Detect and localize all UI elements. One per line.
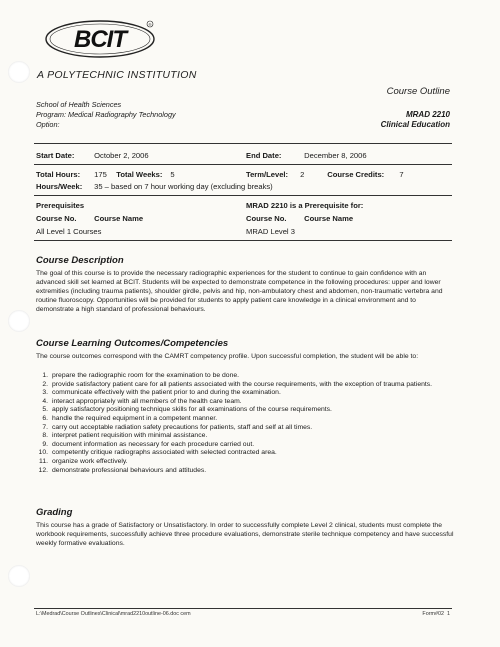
outcome-text: prepare the radiographic room for the examination to be done.: [52, 372, 240, 379]
course-title: Clinical Education: [380, 120, 450, 129]
outcome-text: provide satisfactory patient care for all patients associated with the course requirements, with the exception of trauma patients.: [52, 380, 433, 388]
outcome-number: 2.: [42, 380, 48, 388]
term-label: Term/Level:: [246, 170, 289, 179]
course-code-block: [381, 110, 450, 130]
outcome-number: 12.: [38, 466, 48, 474]
outcome-item: [36, 372, 454, 381]
term-value: 2: [300, 170, 305, 179]
total-hours-label: Total Hours:: [36, 170, 81, 179]
total-hours-row: [36, 170, 175, 179]
outcome-number: 3.: [42, 389, 48, 397]
divider: [34, 164, 452, 165]
grading-heading: Grading: [36, 507, 73, 518]
outcome-item: [36, 458, 454, 467]
prereq-for-course-name-label: Course Name: [304, 214, 354, 223]
punch-hole: [8, 310, 30, 332]
course-description-text: The goal of this course is to provide the necessary radiographic experiences for the student to continue to gain confidence with an advanced skill set learned at BCIT. Students will be expected to demonstrate competence in the following procedures: upper and lower extremities (including trauma patients), shoulder girdle, pelvis and hip, non-ambulatory chest and abdomen, non-traumatic vertebra and routine fluoroscopy. Opportunities will be provided for students to apply patient care knowledge in a clinical environment and to demonstrate a high standard of professional behaviours.: [36, 270, 443, 313]
divider: [34, 143, 452, 144]
grading-text: This course has a grade of Satisfactory or Unsatisfactory. In order to successfully complete Level 2 clinical, students must complete the workbook requirements, successfully achieve three procedure evaluations, demonstrate sterile technique competency and have successful weekly formative evaluations.: [36, 522, 454, 547]
outcome-number: 7.: [42, 423, 48, 431]
outcome-item: [36, 389, 454, 398]
prereq-course-name-label: Course Name: [94, 214, 144, 223]
outcome-number: 4.: [42, 397, 48, 405]
outcome-number: 8.: [42, 432, 48, 440]
prereq-title: Prerequisites: [36, 201, 85, 210]
end-date-value: December 8, 2006: [304, 151, 367, 160]
prereq-value: All Level 1 Courses: [36, 227, 102, 236]
term-row: [246, 170, 404, 179]
outcome-text: demonstrate professional behaviours and attitudes.: [52, 466, 207, 474]
start-date-value: October 2, 2006: [94, 151, 149, 160]
footer-page-number: 1: [447, 611, 450, 617]
outcome-number: 6.: [42, 414, 48, 422]
school-name: School of Health Sciences: [36, 100, 122, 109]
outcomes-list: [36, 372, 454, 475]
outcome-text: apply satisfactory positioning technique skills for all examinations of the course requirements.: [52, 406, 332, 414]
tagline: A POLYTECHNIC INSTITUTION: [37, 69, 197, 81]
prereq-course-no-label: Course No.: [36, 214, 77, 223]
outcome-item: [36, 424, 454, 433]
footer-divider: [34, 608, 452, 609]
hours-week-row: [36, 182, 273, 191]
outcomes-intro: The course outcomes correspond with the CAMRT competency profile. Upon successful completion, the student will be able to:: [36, 353, 419, 360]
program-name: Program: Medical Radiography Technology: [36, 110, 176, 119]
bcit-logo: [42, 14, 162, 64]
outcome-item: [36, 449, 454, 458]
prereq-for-title: MRAD 2210 is a Prerequisite for:: [246, 201, 364, 210]
credits-value: 7: [399, 170, 404, 179]
credits-label: Course Credits:: [327, 170, 385, 179]
punch-hole: [8, 61, 30, 83]
outcomes-heading: Course Learning Outcomes/Competencies: [36, 338, 229, 349]
svg-text:®: ®: [148, 22, 152, 27]
total-weeks-label: Total Weeks:: [116, 170, 163, 179]
footer-form: Form#02: [422, 611, 444, 617]
total-hours-value: 175: [94, 170, 107, 179]
course-code: MRAD 2210: [405, 110, 450, 119]
punch-hole: [8, 565, 30, 587]
outcome-item: [36, 381, 454, 390]
outcome-number: 9.: [42, 440, 48, 448]
doc-type: Course Outline: [386, 86, 450, 97]
outcome-text: organize work effectively.: [52, 457, 128, 465]
footer-page: [422, 611, 450, 617]
outcome-text: interpret patient requisition with minimal assistance.: [52, 432, 208, 440]
end-date-label: End Date:: [246, 151, 282, 160]
outcome-number: 10.: [38, 449, 48, 457]
outcome-number: 11.: [39, 457, 48, 465]
logo-text: BCIT: [74, 26, 126, 53]
start-date-label: Start Date:: [36, 151, 75, 160]
outcome-number: 5.: [42, 406, 48, 414]
prereq-for-value: MRAD Level 3: [246, 227, 295, 236]
school-block: [36, 100, 176, 130]
outcome-item: [36, 415, 454, 424]
footer-path: L:\Medrad\Course Outlines\Clinical\mrad2210outline-06.doc cem: [36, 611, 191, 617]
prereq-for-course-no-label: Course No.: [246, 214, 287, 223]
outcome-text: handle the required equipment in a competent manner.: [52, 414, 218, 422]
outcome-text: interact appropriately with all members of the health care team.: [52, 397, 242, 405]
divider: [34, 195, 452, 196]
outcome-item: [36, 441, 454, 450]
hours-week-label: Hours/Week:: [36, 182, 83, 191]
hours-week-value: 35 – based on 7 hour working day (excluding breaks): [94, 182, 273, 191]
total-weeks-value: 5: [170, 170, 175, 179]
divider: [34, 240, 452, 241]
end-date-row: [246, 151, 367, 160]
course-description-heading: Course Description: [36, 255, 124, 266]
prereq-header: [36, 214, 143, 223]
outcome-item: [36, 398, 454, 407]
outcome-text: communicate effectively with the patient prior to and during the examination.: [52, 389, 281, 397]
outcome-number: 1.: [42, 372, 48, 379]
outcome-text: carry out acceptable radiation safety precautions for patients, staff and self at all times.: [52, 423, 313, 431]
start-date-row: [36, 151, 149, 160]
outcome-item: [36, 406, 454, 415]
outcome-item: [36, 432, 454, 441]
outcome-text: competently critique radiographs associated with selected contracted area.: [52, 449, 277, 457]
outcome-item: [36, 467, 454, 476]
prereq-for-header: [246, 214, 353, 223]
option-label: Option:: [36, 120, 60, 129]
outcome-text: document information as necessary for each procedure carried out.: [52, 440, 255, 448]
